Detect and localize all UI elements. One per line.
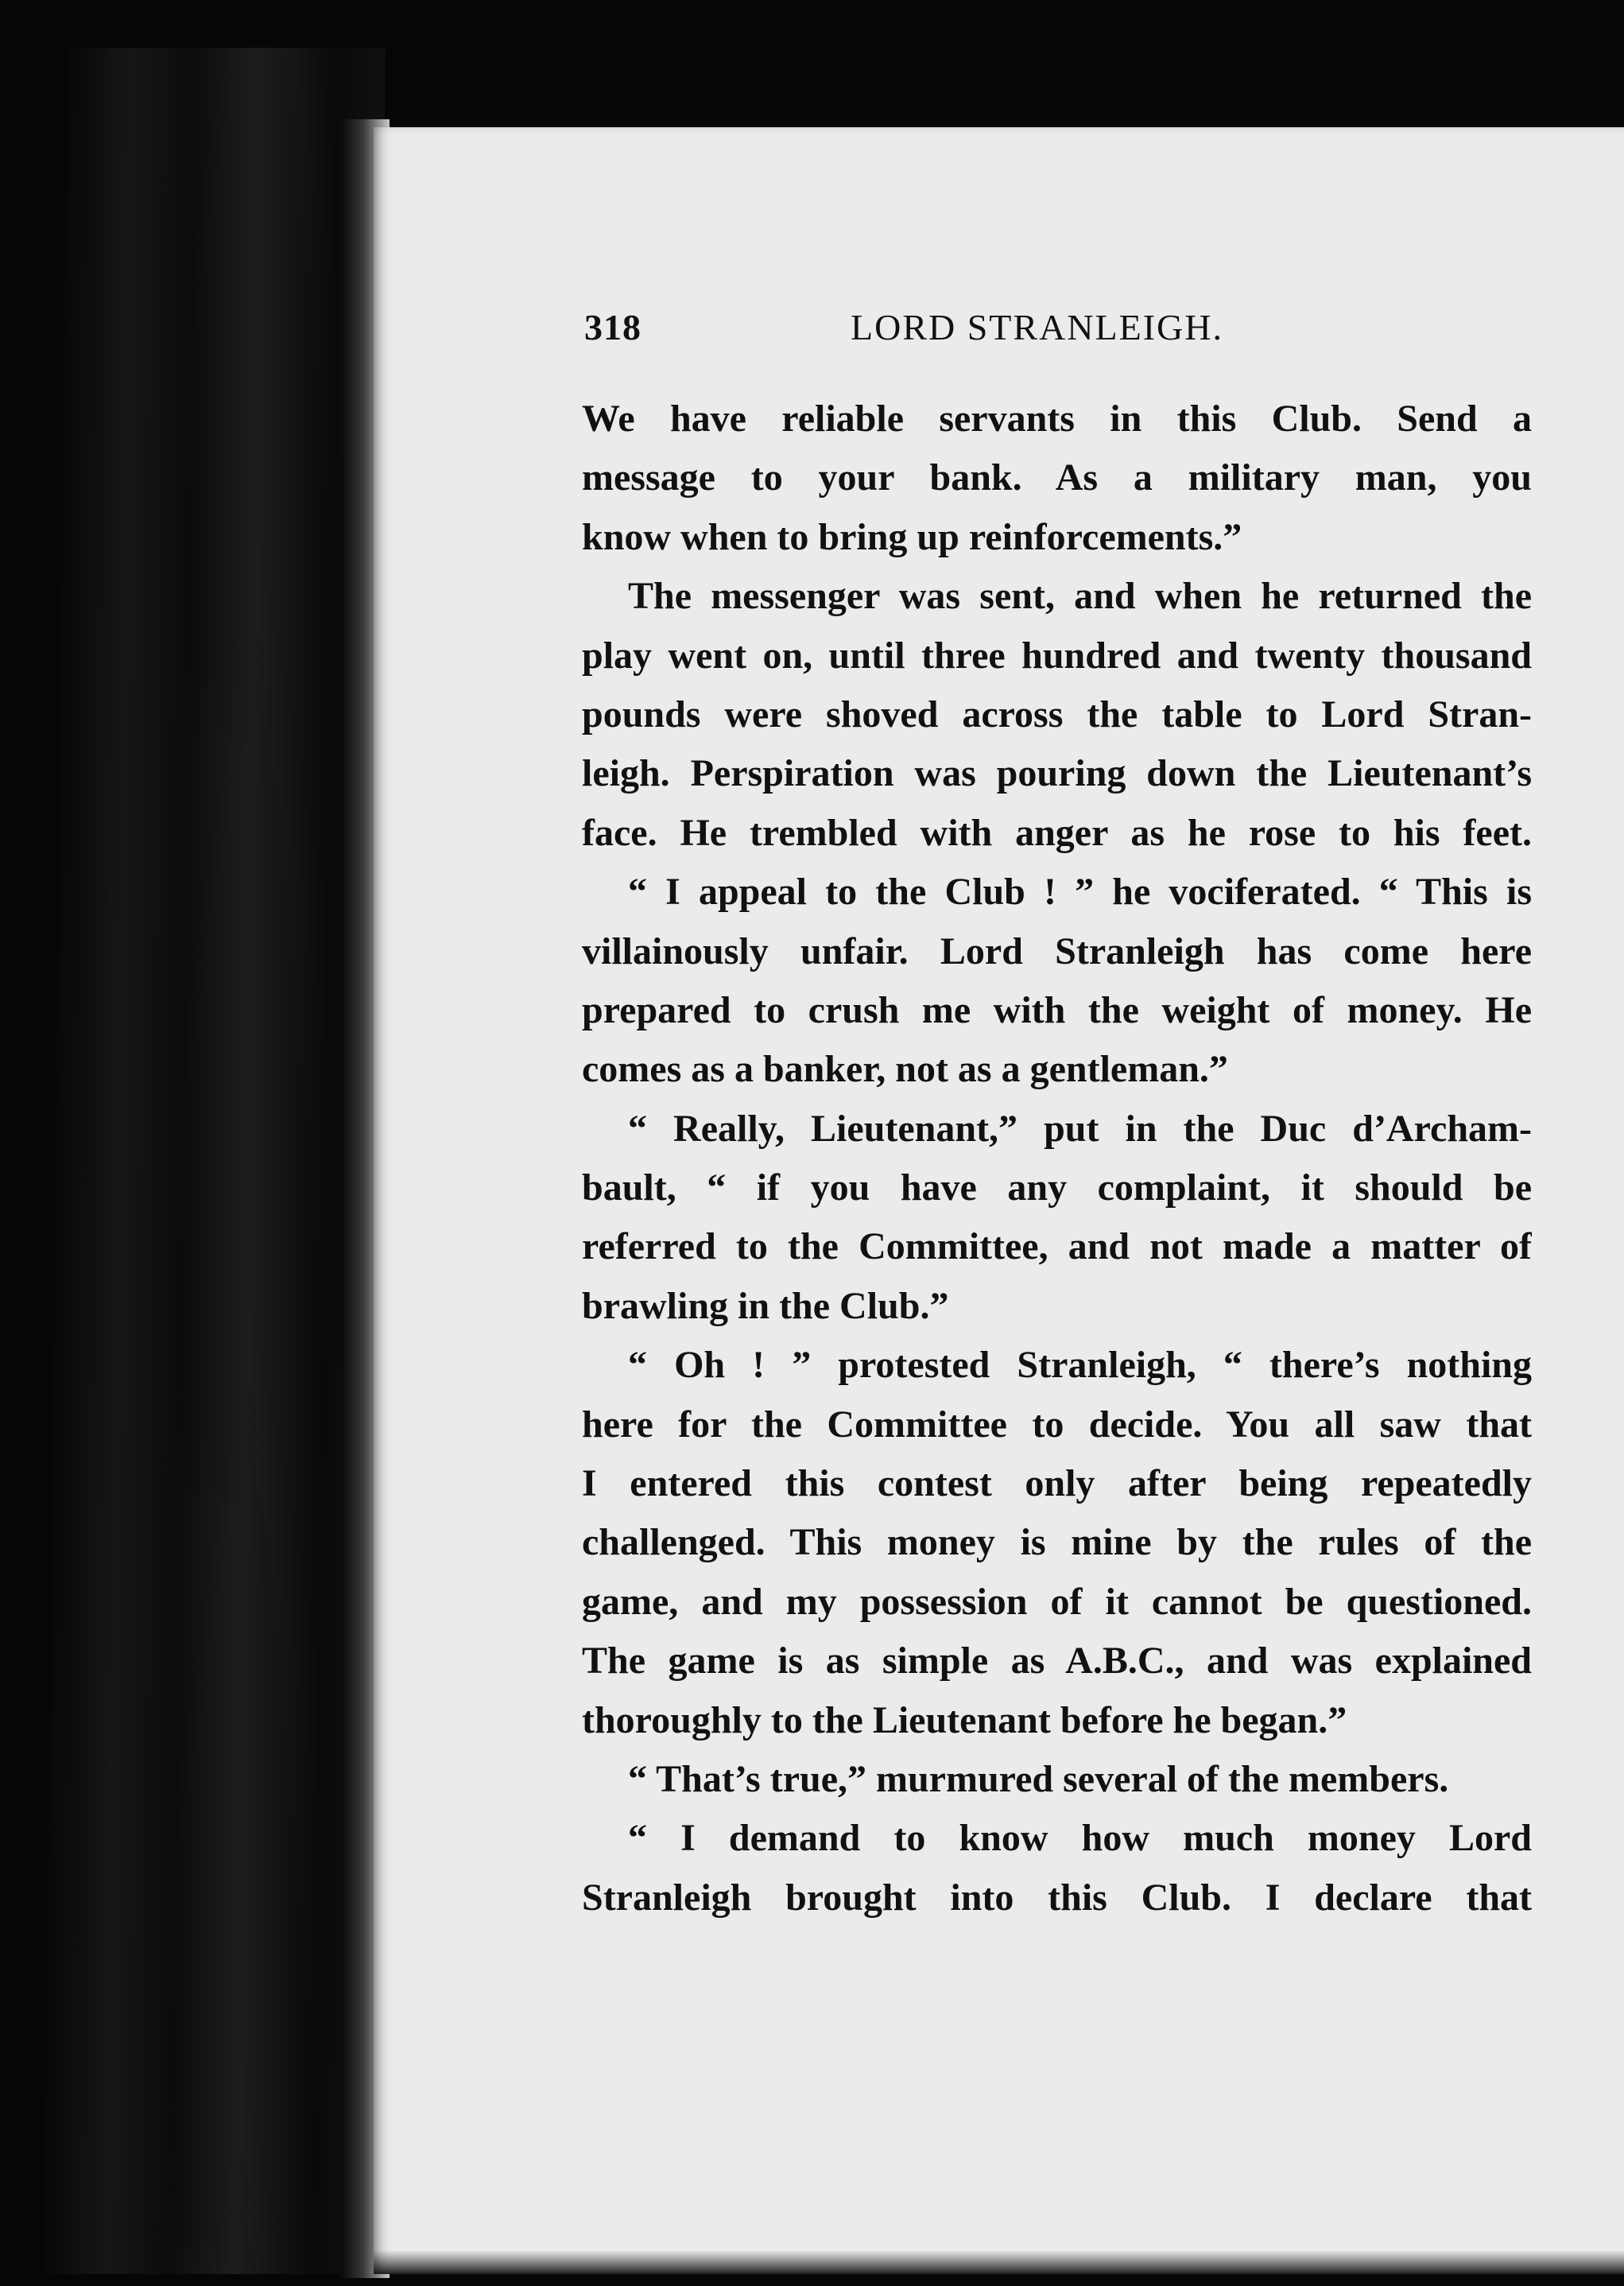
text-line: Stranleigh brought into this Club. I declare that [582, 1876, 1532, 1919]
text-line: “ Really, Lieutenant,” put in the Duc d’Archam- [628, 1107, 1532, 1150]
text-line: I entered this contest only after being repeatedly [582, 1462, 1532, 1505]
text-line: referred to the Committee, and not made a matter of [582, 1225, 1532, 1268]
book-page [374, 127, 1624, 2274]
text-line: The game is as simple as A.B.C., and was explained [582, 1640, 1532, 1682]
text-line: leigh. Perspiration was pouring down the Lieutenant’s [582, 752, 1532, 795]
text-line: challenged. This money is mine by the rules of the [582, 1521, 1532, 1564]
text-line: “ That’s true,” murmured several of the members. [628, 1757, 1449, 1800]
text-line: here for the Committee to decide. You all saw that [582, 1403, 1532, 1446]
text-line: villainously unfair. Lord Stranleigh has come here [582, 930, 1532, 972]
text-line: face. He trembled with anger as he rose to his feet. [582, 811, 1532, 854]
text-line: brawling in the Club.” [582, 1284, 949, 1327]
page-number: 318 [584, 307, 641, 347]
text-line: bault, “ if you have any complaint, it should be [582, 1166, 1532, 1209]
text-line: thoroughly to the Lieutenant before he began.” [582, 1698, 1347, 1741]
text-line: game, and my possession of it cannot be questioned. [582, 1580, 1532, 1623]
text-line: The messenger was sent, and when he returned the [628, 575, 1532, 618]
text-line: “ I demand to know how much money Lord [628, 1817, 1532, 1860]
text-line: “ I appeal to the Club ! ” he vociferated. “ This is [628, 871, 1532, 914]
text-line: know when to bring up reinforcements.” [582, 515, 1242, 558]
text-line: We have reliable servants in this Club. Send a [582, 398, 1532, 440]
text-line: play went on, until three hundred and twenty thousand [582, 634, 1532, 677]
text-line: message to your bank. As a military man, you [582, 456, 1532, 499]
body-text [582, 390, 1532, 1927]
text-line: “ Oh ! ” protested Stranleigh, “ there’s nothing [628, 1344, 1532, 1387]
text-line: pounds were shoved across the table to Lord Stran- [582, 693, 1532, 735]
running-title: LORD STRANLEIGH. [851, 307, 1223, 347]
text-line: prepared to crush me with the weight of money. He [582, 988, 1532, 1031]
text-line: comes as a banker, not as a gentleman.” [582, 1048, 1228, 1091]
book-spine-edge [44, 48, 385, 2274]
running-head [584, 306, 1530, 354]
